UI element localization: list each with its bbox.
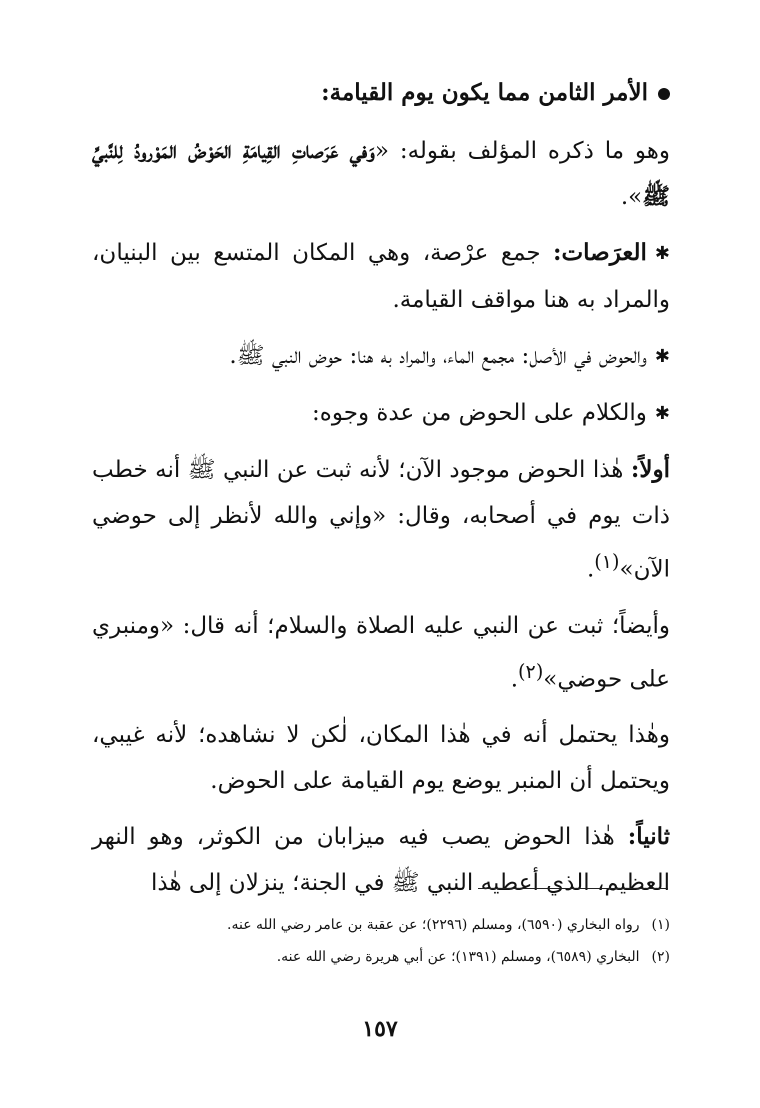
paragraph-first-aspect (92, 447, 670, 593)
quote-close: ». (620, 184, 643, 210)
footnote-item (92, 912, 670, 938)
asterisk-icon: ✱ (654, 243, 670, 264)
footnote-number: (٢) (651, 949, 670, 965)
footnote-text: رواه البخاري (٦٥٩٠)، ومسلم (٢٢٩٦)؛ عن عقبة بن عامر رضي الله عنه. (227, 917, 640, 933)
paragraph-also (92, 603, 670, 703)
definition-text: والحوض في الأصل: مجمع الماء، والمراد به هنا: حوض النبي ﷺ. (229, 343, 647, 369)
term-first: أولاً: (630, 456, 670, 483)
footnote-item (92, 944, 670, 970)
second-aspect-text: هٰذا الحوض يصب فيه ميزابان من الكوثر، وهو النهر العظيم، الذي أعطيه النبي ﷺ في الجنة؛ ينزلان إلى هٰذا (92, 824, 670, 897)
footnote-divider (478, 888, 668, 889)
page-number: ١٥٧ (362, 1016, 398, 1042)
also-text: وأيضاً؛ ثبت عن النبي عليه الصلاة والسلام؛ أنه قال: «ومنبري على حوضي» (92, 612, 670, 693)
bullet-icon (658, 88, 670, 100)
section-heading-text: الأمر الثامن مما يكون يوم القيامة: (321, 79, 648, 106)
footnotes (92, 912, 670, 976)
footnote-ref-2[interactable]: (٢) (518, 659, 544, 683)
asterisk-icon: ✱ (654, 346, 670, 367)
sentence-end: . (510, 666, 519, 693)
paragraph-definition-arasat (92, 230, 670, 323)
possibility-text: وهٰذا يحتمل أنه في هٰذا المكان، لٰكن لا نشاهده؛ لأنه غيبي، ويحتمل أن المنبر يوضع يوم القيامة على الحوض. (92, 722, 670, 795)
sentence-end: . (586, 556, 595, 583)
definition-text: جمع عرْصة، وهي المكان المتسع بين البنيان، والمراد به هنا مواقف القيامة. (92, 240, 670, 313)
aspects-intro-text: والكلام على الحوض من عدة وجوه: (312, 400, 647, 426)
section-heading (92, 70, 670, 116)
paragraph-aspects-intro (92, 390, 670, 437)
main-text (92, 70, 670, 916)
paragraph-possibility (92, 712, 670, 804)
footnote-number: (١) (651, 917, 670, 933)
paragraph-second-aspect (92, 814, 670, 906)
first-aspect-text: هٰذا الحوض موجود الآن؛ لأنه ثبت عن النبي ﷺ أنه خطب ذات يوم في أصحابه، وقال: «وإني والله لأنظر إلى حوضي الآن» (92, 457, 670, 583)
asterisk-icon: ✱ (654, 403, 670, 424)
paragraph-lead: وهو ما ذكره المؤلف بقوله: « (374, 138, 670, 164)
footnote-ref-1[interactable]: (١) (594, 550, 620, 573)
footnote-text: البخاري (٦٥٨٩)، ومسلم (١٣٩١)؛ عن أبي هريرة رضي الله عنه. (276, 949, 640, 965)
paragraph-definition-hawd (92, 333, 670, 380)
author-quote: وَفي عَرَصاتِ القِيامَةِ الحَوْضُ المَوْرودُ لِلنَّبيِّ ﷺ (92, 137, 670, 210)
term-arasat: العرَصات: (553, 239, 647, 266)
paragraph-author-quote (92, 128, 670, 220)
term-second: ثانياً: (627, 823, 670, 851)
